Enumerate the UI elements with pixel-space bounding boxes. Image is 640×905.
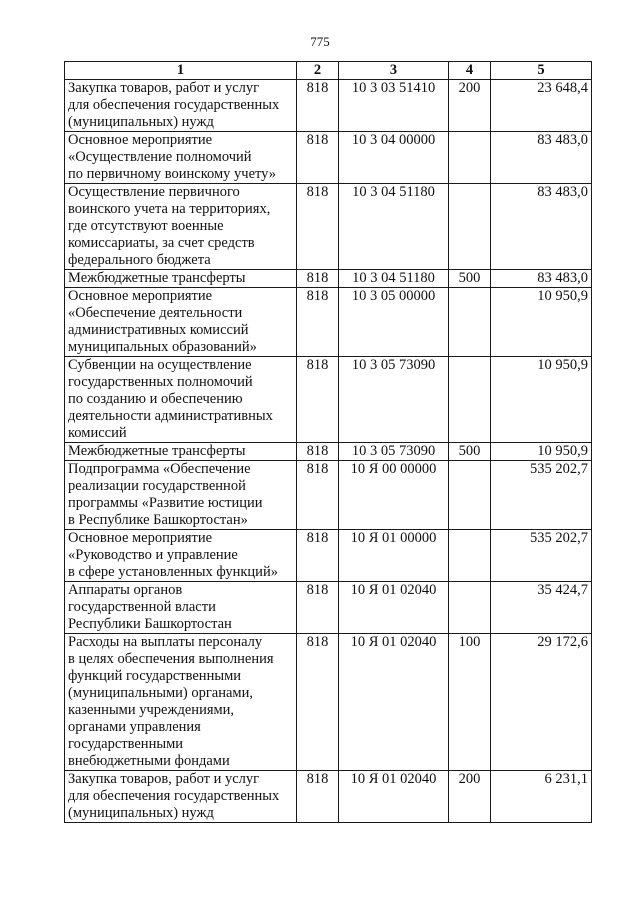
row-amount-cell: 10 950,9	[491, 357, 592, 443]
row-code-cell: 10 3 04 00000	[339, 132, 449, 184]
row-ministry-cell: 818	[297, 132, 339, 184]
row-type-cell	[449, 132, 491, 184]
table-row	[65, 132, 592, 184]
row-name-cell: Межбюджетные трансферты	[65, 270, 297, 288]
row-type-cell	[449, 184, 491, 270]
table-row	[65, 582, 592, 634]
row-type-cell: 200	[449, 80, 491, 132]
row-ministry-cell: 818	[297, 270, 339, 288]
row-code-cell: 10 3 03 51410	[339, 80, 449, 132]
row-code-cell: 10 3 04 51180	[339, 270, 449, 288]
table-row	[65, 461, 592, 530]
row-name-cell: Закупка товаров, работ и услуг для обеспечения государственных (муниципальных) нужд	[65, 80, 297, 132]
row-amount-cell: 10 950,9	[491, 443, 592, 461]
page-number: 775	[310, 34, 330, 49]
row-name-cell: Закупка товаров, работ и услуг для обеспечения государственных (муниципальных) нужд	[65, 771, 297, 823]
row-amount-cell: 83 483,0	[491, 270, 592, 288]
row-amount-cell: 83 483,0	[491, 132, 592, 184]
row-amount-cell: 29 172,6	[491, 634, 592, 771]
header-row	[65, 62, 592, 80]
row-amount-cell: 23 648,4	[491, 80, 592, 132]
row-code-cell: 10 Я 01 02040	[339, 634, 449, 771]
row-code-cell: 10 Я 01 00000	[339, 530, 449, 582]
table-row	[65, 184, 592, 270]
header-col-3: 3	[339, 62, 449, 80]
row-type-cell	[449, 288, 491, 357]
row-amount-cell: 6 231,1	[491, 771, 592, 823]
row-amount-cell: 10 950,9	[491, 288, 592, 357]
row-amount-cell: 83 483,0	[491, 184, 592, 270]
row-code-cell: 10 Я 01 02040	[339, 582, 449, 634]
table-row	[65, 80, 592, 132]
row-code-cell: 10 3 05 73090	[339, 357, 449, 443]
row-ministry-cell: 818	[297, 461, 339, 530]
row-type-cell	[449, 357, 491, 443]
header-col-2: 2	[297, 62, 339, 80]
header-col-1: 1	[65, 62, 297, 80]
row-ministry-cell: 818	[297, 184, 339, 270]
row-ministry-cell: 818	[297, 530, 339, 582]
row-name-cell: Основное мероприятие «Руководство и управление в сфере установленных функций»	[65, 530, 297, 582]
table-row	[65, 357, 592, 443]
row-code-cell: 10 3 04 51180	[339, 184, 449, 270]
row-type-cell	[449, 582, 491, 634]
row-code-cell: 10 3 05 73090	[339, 443, 449, 461]
row-type-cell	[449, 461, 491, 530]
header-col-5: 5	[491, 62, 592, 80]
row-code-cell: 10 3 05 00000	[339, 288, 449, 357]
row-name-cell: Основное мероприятие «Обеспечение деятельности административных комиссий муниципальных образований»	[65, 288, 297, 357]
row-type-cell: 500	[449, 443, 491, 461]
row-name-cell: Осуществление первичного воинского учета на территориях, где отсутствуют военные комиссариаты, за счет средств федерального бюджета	[65, 184, 297, 270]
row-ministry-cell: 818	[297, 582, 339, 634]
row-ministry-cell: 818	[297, 80, 339, 132]
row-type-cell: 500	[449, 270, 491, 288]
row-amount-cell: 535 202,7	[491, 461, 592, 530]
row-name-cell: Расходы на выплаты персоналу в целях обеспечения выполнения функций государственными (муниципальными) органами, казенными учреждениями, органами управления государственными внебюджетными фондами	[65, 634, 297, 771]
table-row	[65, 270, 592, 288]
row-type-cell: 200	[449, 771, 491, 823]
table-row	[65, 443, 592, 461]
row-code-cell: 10 Я 01 02040	[339, 771, 449, 823]
row-name-cell: Межбюджетные трансферты	[65, 443, 297, 461]
row-name-cell: Аппараты органов государственной власти Республики Башкортостан	[65, 582, 297, 634]
row-type-cell: 100	[449, 634, 491, 771]
table-row	[65, 634, 592, 771]
row-ministry-cell: 818	[297, 634, 339, 771]
row-code-cell: 10 Я 00 00000	[339, 461, 449, 530]
header-col-4: 4	[449, 62, 491, 80]
table-row	[65, 771, 592, 823]
row-type-cell	[449, 530, 491, 582]
row-name-cell: Подпрограмма «Обеспечение реализации государственной программы «Развитие юстиции в Республике Башкортостан»	[65, 461, 297, 530]
budget-table	[64, 61, 592, 823]
row-ministry-cell: 818	[297, 771, 339, 823]
row-ministry-cell: 818	[297, 288, 339, 357]
row-name-cell: Субвенции на осуществление государственных полномочий по созданию и обеспечению деятельности административных комиссий	[65, 357, 297, 443]
row-ministry-cell: 818	[297, 357, 339, 443]
row-ministry-cell: 818	[297, 443, 339, 461]
row-amount-cell: 535 202,7	[491, 530, 592, 582]
row-amount-cell: 35 424,7	[491, 582, 592, 634]
table-row	[65, 530, 592, 582]
table-row	[65, 288, 592, 357]
row-name-cell: Основное мероприятие «Осуществление полномочий по первичному воинскому учету»	[65, 132, 297, 184]
